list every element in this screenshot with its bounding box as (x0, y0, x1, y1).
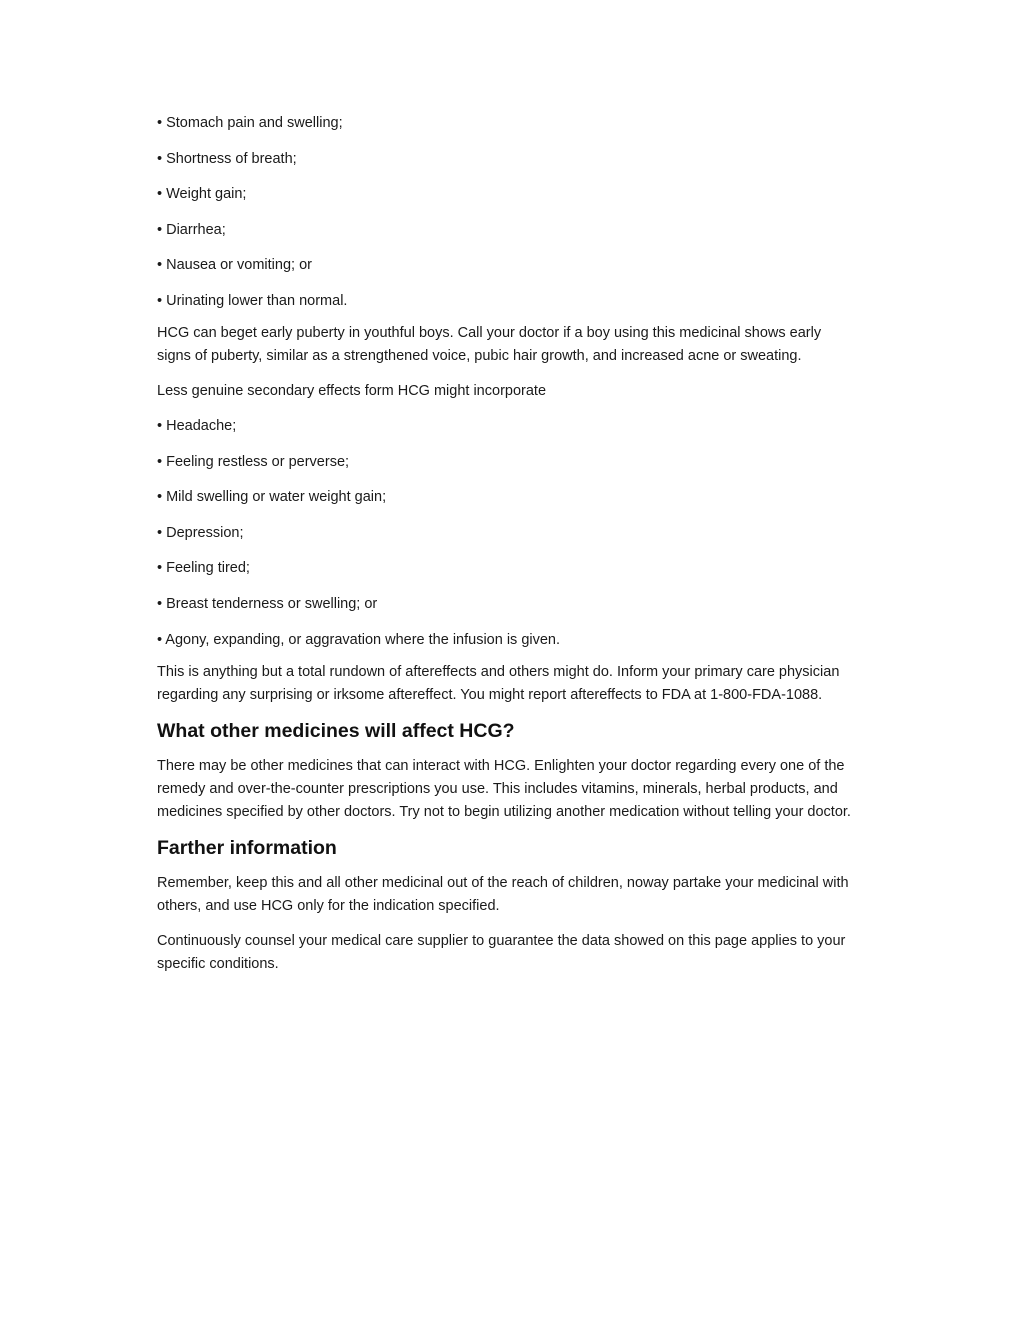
rundown-paragraph: This is anything but a total rundown of aftereffects and others might do. Inform your primary care physician regarding any surprising or irksome aftereffect. You might report aftereffects to FDA at 1-800-FDA-1088. (157, 663, 840, 703)
list-item: • Feeling restless or perverse; (157, 453, 350, 470)
puberty-paragraph: HCG can beget early puberty in youthful boys. Call your doctor if a boy using this medicinal shows early signs of puberty, similar as a strengthened voice, pubic hair growth, and increased acne or sweating. (157, 324, 822, 364)
side-effects-list (157, 114, 857, 310)
list-item: • Headache; (157, 417, 237, 434)
interactions-paragraph: There may be other medicines that can interact with HCG. Enlighten your doctor regarding every one of the remedy and over-the-counter prescriptions you use. This includes vitamins, minerals, herbal products, and medicines specified by other doctors. Try not to begin utilizing another medication without telling your doctor. (157, 757, 851, 820)
list-item: • Weight gain; (157, 186, 247, 203)
list-item: • Shortness of breath; (157, 150, 297, 167)
document-page (157, 114, 857, 988)
further-info-heading: Farther information (157, 836, 337, 859)
list-item: • Urinating lower than normal. (157, 292, 348, 309)
less-serious-intro: Less genuine secondary effects form HCG might incorporate (157, 382, 547, 399)
list-item: • Feeling tired; (157, 560, 250, 577)
list-item: • Mild swelling or water weight gain; (157, 489, 387, 506)
list-item: • Breast tenderness or swelling; or (157, 595, 378, 612)
list-item: • Agony, expanding, or aggravation where the infusion is given. (157, 631, 561, 648)
further-info-paragraph: Remember, keep this and all other medicinal out of the reach of children, noway partake your medicinal with others, and use HCG only for the indication specified. (157, 874, 849, 914)
list-item: • Stomach pain and swelling; (157, 115, 343, 131)
counsel-paragraph: Continuously counsel your medical care supplier to guarantee the data showed on this page applies to your specific conditions. (157, 932, 846, 972)
less-serious-list (157, 417, 857, 649)
list-item: • Depression; (157, 524, 244, 541)
list-item: • Nausea or vomiting; or (157, 257, 312, 274)
interactions-heading: What other medicines will affect HCG? (157, 719, 515, 742)
list-item: • Diarrhea; (157, 221, 226, 238)
